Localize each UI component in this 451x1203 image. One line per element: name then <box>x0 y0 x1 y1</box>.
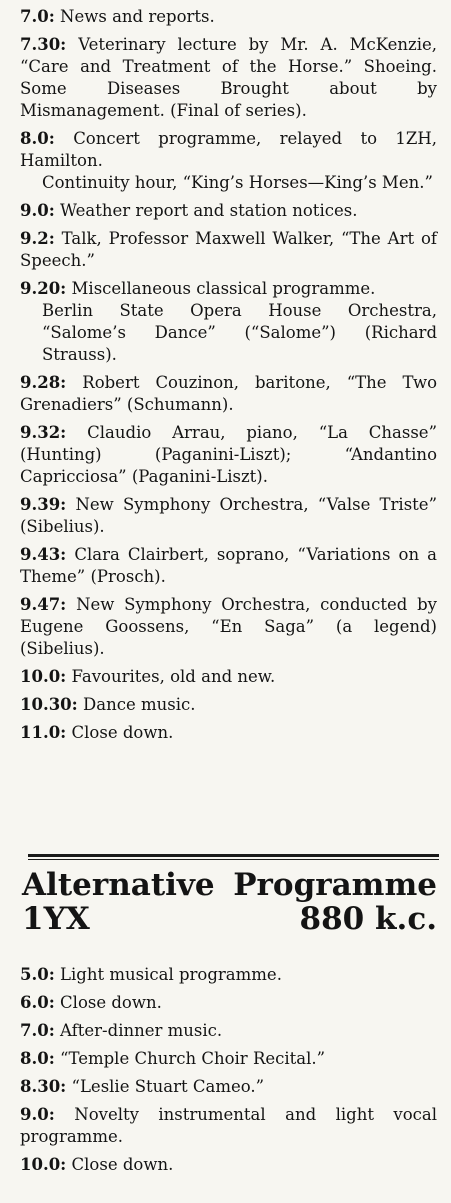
list-item <box>20 34 437 122</box>
list-item <box>20 1048 437 1070</box>
entry-text: Miscellaneous classical programme. <box>71 279 376 298</box>
entry-time: 9.43: <box>20 545 67 564</box>
bottom-schedule <box>20 964 437 1182</box>
list-item <box>20 722 437 744</box>
list-item <box>20 372 437 416</box>
entry-text: Close down. <box>71 1155 174 1174</box>
section-divider <box>28 854 439 857</box>
section-divider-thin <box>28 859 439 860</box>
list-item <box>20 1104 437 1148</box>
entry-time: 9.0: <box>20 1105 55 1124</box>
list-item <box>20 200 437 222</box>
list-item <box>20 1076 437 1098</box>
top-schedule <box>20 6 437 750</box>
entry-text: Claudio Arrau, piano, “La Chasse” (Hunting) (Paganini-Liszt); “Andantino Capricciosa” (Paganini-Liszt). <box>20 423 438 486</box>
entry-time: 9.32: <box>20 423 67 442</box>
entry-time: 7.0: <box>20 1021 55 1040</box>
entry-time: 10.0: <box>20 667 67 686</box>
section-header <box>22 868 437 948</box>
entry-text: Robert Couzinon, baritone, “The Two Grenadiers” (Schumann). <box>20 373 438 414</box>
entry-text: Concert programme, relayed to 1ZH, Hamilton. <box>20 129 437 170</box>
list-item <box>20 964 437 986</box>
entry-text: New Symphony Orchestra, conducted by Eugene Goossens, “En Saga” (a legend) (Sibelius). <box>20 595 437 658</box>
entry-time: 9.47: <box>20 595 67 614</box>
list-item <box>20 6 437 28</box>
entry-text: After-dinner music. <box>60 1021 223 1040</box>
entry-text: Veterinary lecture by Mr. A. McKenzie, “Care and Treatment of the Horse.” Shoeing. Some Diseases Brought about by Mismanagement. (Final of series). <box>20 35 438 120</box>
entry-time: 8.0: <box>20 1049 55 1068</box>
list-item <box>20 666 437 688</box>
entry-subtext: Continuity hour, “King’s Horses—King’s Men.” <box>42 173 433 192</box>
entry-time: 10.30: <box>20 695 78 714</box>
list-item <box>20 228 437 272</box>
list-item <box>20 594 437 660</box>
header-subtitle: Programme <box>233 867 437 903</box>
entry-text: Favourites, old and new. <box>71 667 276 686</box>
header-title: Alternative <box>22 867 215 903</box>
entry-text: Clara Clairbert, soprano, “Variations on a Theme” (Prosch). <box>20 545 437 586</box>
station-frequency: 880 k.c. <box>299 901 437 937</box>
entry-text: Weather report and station notices. <box>60 201 358 220</box>
entry-time: 9.0: <box>20 201 55 220</box>
entry-text: Novelty instrumental and light vocal programme. <box>20 1105 438 1146</box>
header-left <box>22 868 215 936</box>
list-item <box>20 278 437 366</box>
entry-time: 7.30: <box>20 35 67 54</box>
entry-text: New Symphony Orchestra, “Valse Triste” (Sibelius). <box>20 495 437 536</box>
entry-text: News and reports. <box>60 7 215 26</box>
entry-text: Dance music. <box>83 695 196 714</box>
list-item <box>20 1154 437 1176</box>
entry-time: 5.0: <box>20 965 55 984</box>
entry-text: “Leslie Stuart Cameo.” <box>71 1077 265 1096</box>
list-item <box>20 422 437 488</box>
list-item <box>20 992 437 1014</box>
header-right <box>233 868 437 936</box>
entry-time: 10.0: <box>20 1155 67 1174</box>
entry-text: Close down. <box>60 993 162 1012</box>
entry-text: Light musical programme. <box>60 965 282 984</box>
list-item <box>20 1020 437 1042</box>
entry-time: 9.39: <box>20 495 67 514</box>
station-callsign: 1YX <box>22 901 90 937</box>
entry-time: 7.0: <box>20 7 55 26</box>
entry-time: 11.0: <box>20 723 67 742</box>
entry-text: Talk, Professor Maxwell Walker, “The Art of Speech.” <box>20 229 437 270</box>
entry-time: 8.30: <box>20 1077 67 1096</box>
list-item <box>20 128 437 194</box>
entry-time: 9.2: <box>20 229 55 248</box>
entry-text: Close down. <box>71 723 174 742</box>
entry-time: 6.0: <box>20 993 55 1012</box>
entry-time: 9.20: <box>20 279 67 298</box>
list-item <box>20 694 437 716</box>
list-item <box>20 544 437 588</box>
list-item <box>20 494 437 538</box>
entry-time: 8.0: <box>20 129 55 148</box>
entry-time: 9.28: <box>20 373 67 392</box>
entry-text: “Temple Church Choir Recital.” <box>60 1049 326 1068</box>
entry-subtext: Berlin State Opera House Orchestra, “Salome’s Dance” (“Salome”) (Richard Strauss). <box>42 301 437 364</box>
